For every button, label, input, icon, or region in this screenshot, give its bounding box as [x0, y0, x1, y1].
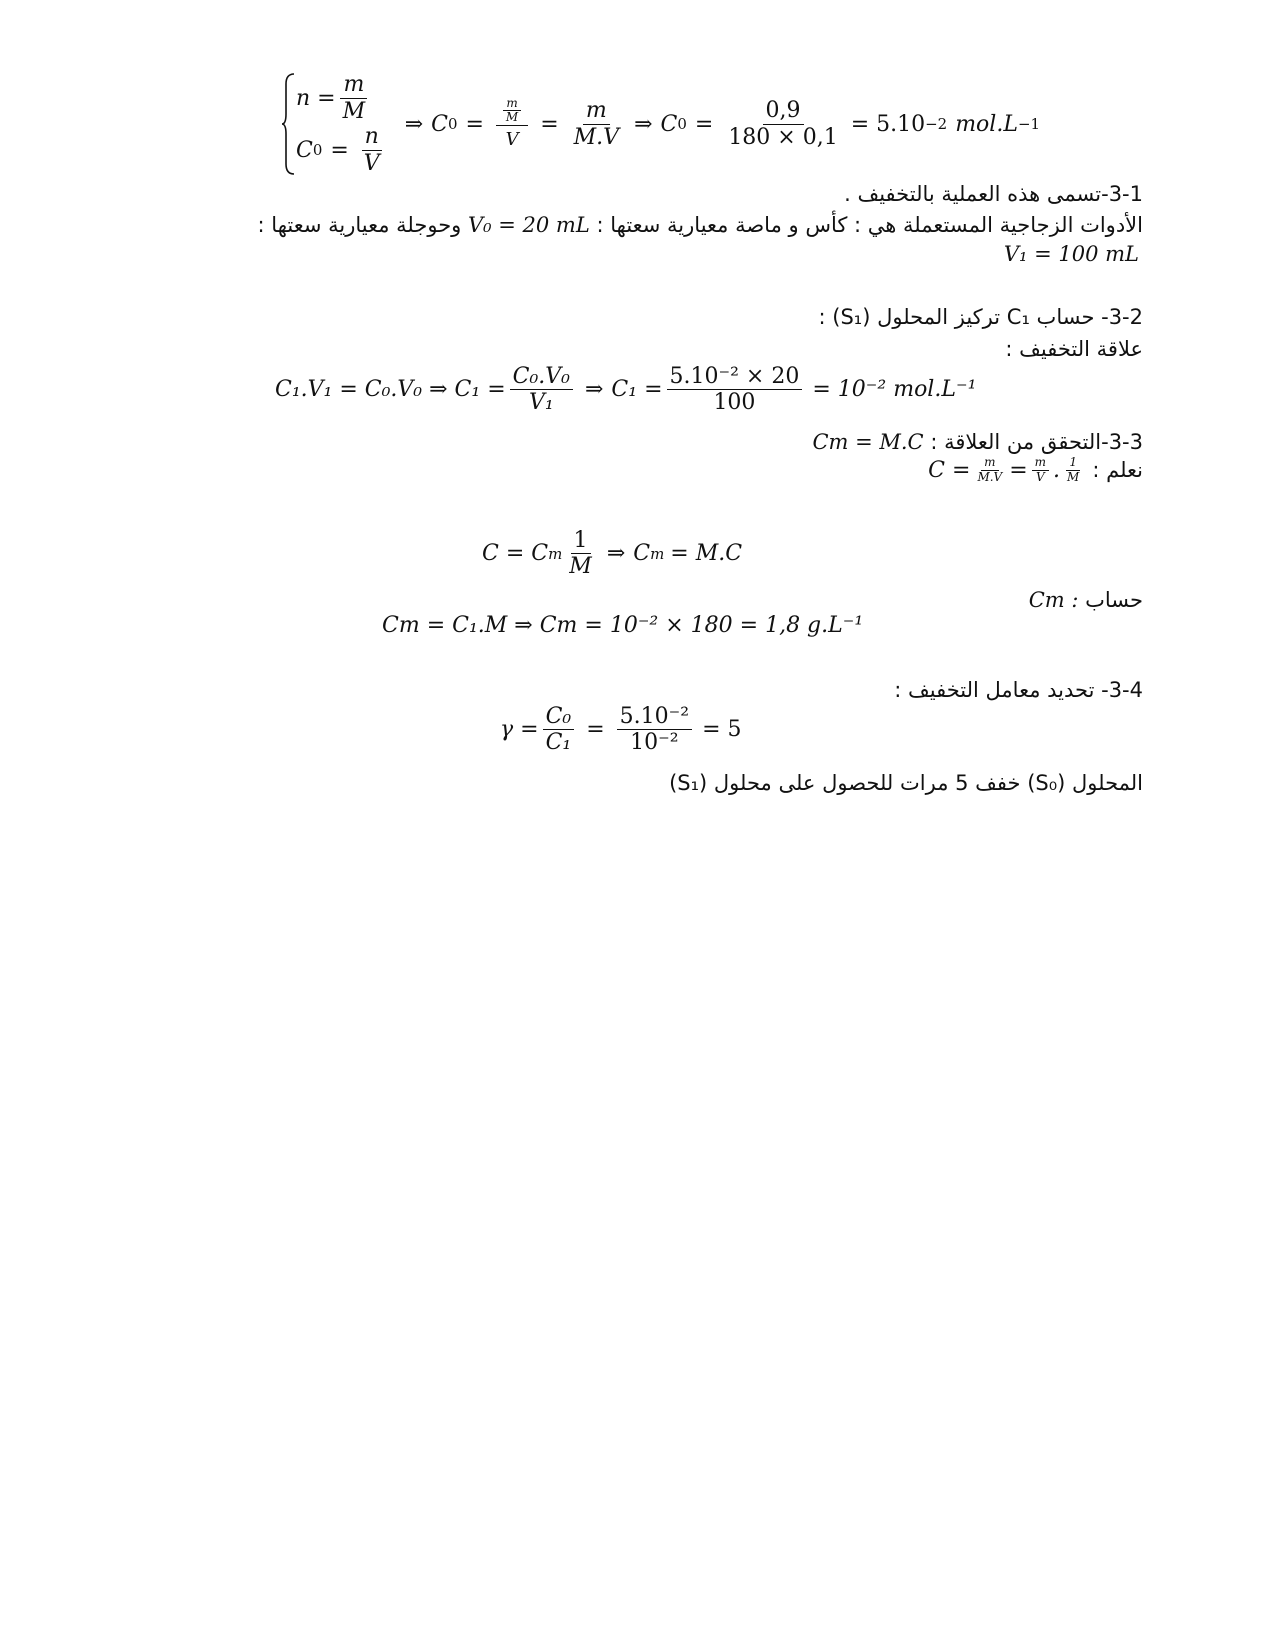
frac-num: m — [585, 98, 607, 124]
dot: . — [1053, 457, 1061, 483]
line-3-3-text: 3-3-التحقق من العلاقة : — [930, 430, 1143, 454]
we-know-line — [928, 456, 1143, 485]
implies-arrow: ⇒ — [606, 541, 626, 567]
result-value: = 5.10 — [850, 111, 926, 137]
frac-1-over-M — [1064, 456, 1082, 485]
frac-den: M — [505, 110, 519, 125]
calc-cm-math: Cm : — [1028, 588, 1079, 612]
frac-num: 5.10⁻² × 20 — [667, 364, 803, 390]
sys-c0: C — [296, 137, 313, 163]
sub: m — [548, 544, 563, 563]
c1-symbol: C₁ = — [611, 377, 663, 403]
result-value: = 5 — [702, 717, 742, 743]
sup: −1 — [1017, 115, 1040, 133]
frac-num: C₀.V₀ — [510, 364, 573, 390]
system-brace — [282, 72, 387, 176]
frac-den: C₁ — [545, 730, 572, 756]
frac-den: V — [1036, 469, 1045, 484]
eq3-lhs: C = C — [482, 541, 549, 567]
frac-num: 1 — [571, 528, 591, 554]
frac-m-over-M-small — [503, 97, 521, 126]
frac-den: M — [1067, 469, 1080, 484]
line-3-1: 3-1-تسمى هذه العملية بالتخفيف . — [844, 182, 1143, 206]
brace-icon — [282, 72, 296, 176]
equals: = — [586, 717, 605, 743]
frac-den: M.V — [977, 469, 1003, 484]
gamma-symbol: γ = — [500, 717, 539, 743]
implies-arrow: ⇒ — [404, 111, 424, 137]
frac-numeric — [667, 364, 803, 416]
frac-den: 100 — [713, 390, 756, 416]
equation-gamma — [500, 704, 742, 756]
equals: = — [540, 111, 559, 137]
frac-c0-over-c1 — [543, 704, 575, 756]
line-3-4: 3-4- تحديد معامل التخفيف : — [894, 678, 1143, 702]
tools-text-b: وحوجلة معيارية سعتها : — [257, 213, 462, 237]
frac-den: M.V — [573, 124, 620, 150]
frac-c0v0-over-v1 — [510, 364, 573, 416]
c-symbol: C = — [928, 457, 971, 483]
conclusion: المحلول (S₀) خفف 5 مرات للحصول على محلول (S₁) — [669, 771, 1143, 795]
frac-m-over-MV — [974, 456, 1005, 485]
sup: −2 — [925, 115, 948, 133]
equation-cm-relation — [482, 528, 742, 580]
equals: = — [1009, 457, 1028, 483]
line-3-3 — [812, 430, 1143, 454]
frac-den: 180 × 0,1 — [728, 124, 838, 150]
frac-den: M — [569, 554, 592, 580]
frac-den: 10⁻² — [630, 730, 679, 756]
frac-num: m — [1032, 456, 1049, 471]
eq4-text: Cm = C₁.M ⇒ Cm = 10⁻² × 180 = 1,8 g.L⁻¹ — [382, 613, 864, 638]
c0-symbol: C — [431, 111, 448, 137]
sub: m — [650, 544, 665, 563]
frac-num: n — [364, 124, 379, 150]
eq3-rhs: = M.C — [670, 541, 743, 567]
frac-num: 1 — [1066, 456, 1080, 471]
result-value: = 10⁻² mol.L⁻¹ — [812, 377, 977, 403]
frac-num: m — [343, 72, 365, 98]
frac-num: m — [506, 95, 518, 110]
sys-n: n = — [296, 85, 336, 111]
frac-num: 0,9 — [763, 98, 804, 124]
frac-numeric — [725, 98, 840, 150]
sub: 0 — [677, 115, 687, 133]
we-know-math — [928, 456, 1086, 485]
frac-numeric — [617, 704, 692, 756]
sub: 0 — [447, 115, 458, 133]
cm-symbol: C — [633, 541, 651, 567]
frac-num: m — [981, 456, 998, 471]
equals: = — [694, 111, 714, 137]
frac-n-over-V — [361, 124, 383, 176]
equation-cm-value — [382, 613, 863, 638]
frac-num: 5.10⁻² — [617, 704, 692, 730]
frac-m-over-V — [1032, 456, 1049, 485]
dilution-relation: علاقة التخفيف : — [1005, 337, 1143, 361]
unit: mol.L — [955, 111, 1018, 137]
implies-arrow: ⇒ — [584, 377, 604, 403]
equals: = — [330, 137, 349, 163]
calc-cm-line — [1029, 588, 1143, 612]
frac-den: V — [363, 150, 380, 176]
c0-symbol: C — [660, 111, 678, 137]
equation-c0 — [282, 72, 1040, 176]
tools-v1: V₁ = 100 mL — [1003, 242, 1139, 266]
line-3-3-math: Cm = M.C — [812, 430, 924, 454]
equals: = — [465, 111, 484, 137]
frac-den: V — [505, 129, 519, 151]
sub: 0 — [312, 141, 323, 159]
equation-c1 — [275, 364, 976, 416]
frac-m-over-MV — [571, 98, 622, 150]
frac-m-over-M — [340, 72, 369, 124]
frac-1-over-M — [566, 528, 595, 580]
frac-den: M — [342, 98, 366, 124]
calc-cm-text: حساب — [1085, 588, 1143, 612]
frac-num: C₀ — [543, 704, 575, 730]
line-3-2: 3-2- حساب C₁ تركيز المحلول (S₁) : — [818, 305, 1143, 329]
implies-arrow: ⇒ — [634, 111, 653, 137]
tools-text-a: الأدوات الزجاجية المستعملة هي : كأس و ماصة معيارية سعتها : — [596, 213, 1143, 237]
we-know-label: نعلم : — [1092, 458, 1143, 483]
frac-den: V₁ — [528, 390, 554, 416]
eq2-lhs: C₁.V₁ = C₀.V₀ ⇒ C₁ = — [275, 377, 506, 403]
tools-line — [258, 213, 1143, 237]
frac-mM-over-V — [496, 97, 528, 152]
tools-v0: V₀ = 20 mL — [468, 213, 590, 237]
